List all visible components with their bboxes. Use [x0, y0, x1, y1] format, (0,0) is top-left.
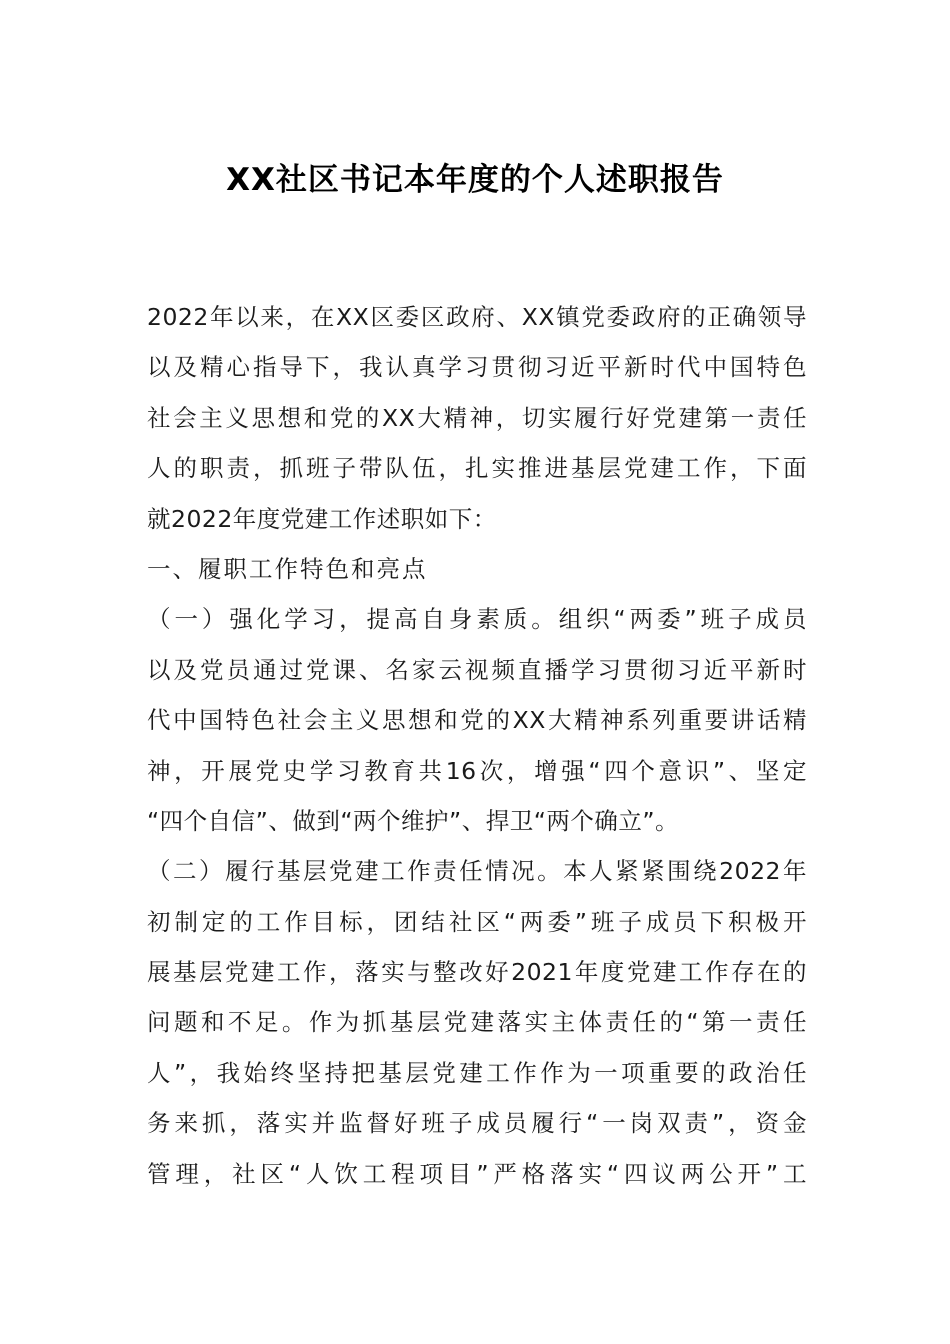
body-line: 初制定的工作目标，团结社区“两委”班子成员下积极开	[147, 907, 807, 936]
body-line: 展基层党建工作，落实与整改好2021年度党建工作存在的	[147, 958, 807, 987]
body-line: 社会主义思想和党的XX大精神，切实履行好党建第一责任	[147, 403, 807, 432]
document-body	[147, 292, 807, 1199]
body-line: （一）强化学习，提高自身素质。组织“两委”班子成员	[147, 605, 807, 634]
body-line: “四个自信”、做到“两个维护”、捍卫“两个确立”。	[147, 806, 680, 835]
body-line: 以及精心指导下，我认真学习贯彻习近平新时代中国特色	[147, 353, 807, 382]
body-line: 管理，社区“人饮工程项目”严格落实“四议两公开”工	[147, 1159, 807, 1188]
body-line: （二）履行基层党建工作责任情况。本人紧紧围绕2022年	[147, 857, 807, 886]
section-heading: 一、履职工作特色和亮点	[147, 554, 428, 583]
body-line: 人的职责，抓班子带队伍，扎实推进基层党建工作，下面	[147, 454, 807, 483]
body-line: 人”，我始终坚持把基层党建工作作为一项重要的政治任	[147, 1058, 807, 1087]
body-line: 2022年以来，在XX区委区政府、XX镇党委政府的正确领导	[147, 303, 807, 331]
document-title: XX社区书记本年度的个人述职报告	[226, 162, 724, 198]
body-line: 代中国特色社会主义思想和党的XX大精神系列重要讲话精	[147, 706, 807, 735]
body-line: 问题和不足。作为抓基层党建落实主体责任的“第一责任	[147, 1008, 807, 1037]
body-line: 就2022年度党建工作述职如下：	[147, 504, 497, 533]
body-line: 以及党员通过党课、名家云视频直播学习贯彻习近平新时	[147, 655, 807, 684]
body-line: 务来抓，落实并监督好班子成员履行“一岗双责”，资金	[147, 1109, 807, 1138]
body-line: 神，开展党史学习教育共16次，增强“四个意识”、坚定	[147, 756, 807, 785]
